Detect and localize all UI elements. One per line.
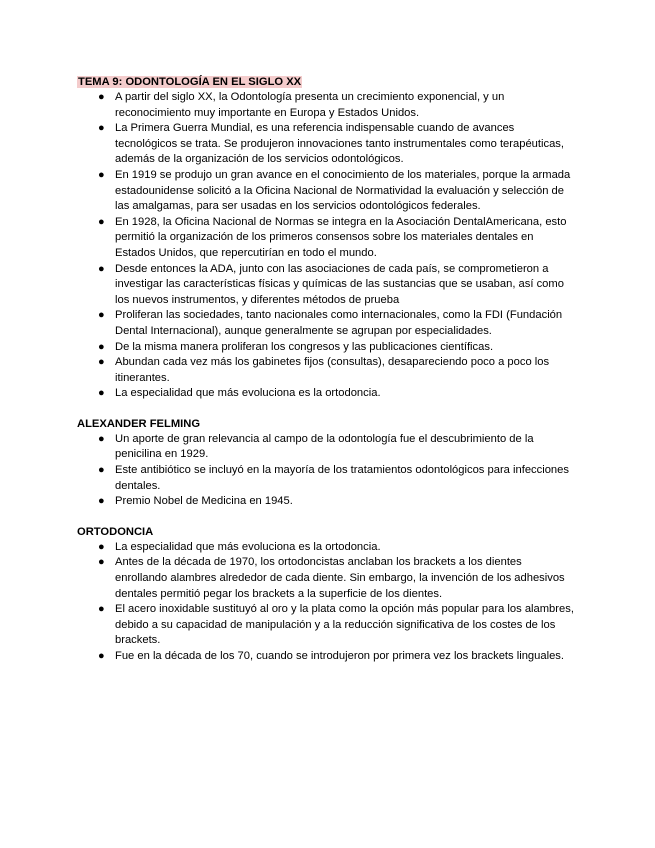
list-item-text: Un aporte de gran relevancia al campo de la odontología fue el descubrimiento de la penicilina en 1929. — [115, 432, 534, 461]
bullet-icon: ● — [98, 556, 105, 569]
list-item-text: Fue en la década de los 70, cuando se introdujeron por primera vez los brackets linguales. — [115, 650, 565, 662]
section-heading: ORTODONCIA — [77, 525, 154, 538]
bullet-icon: ● — [98, 309, 105, 322]
list-item-text: Abundan cada vez más los gabinetes fijos (consultas), desapareciendo poco a poco los itinerantes. — [115, 356, 550, 384]
bullet-list — [77, 432, 577, 510]
bullet-icon: ● — [98, 91, 105, 103]
list-item-text: La especialidad que más evoluciona es la ortodoncia. — [115, 540, 381, 553]
bullet-icon: ● — [98, 432, 105, 445]
list-item-text: Desde entonces la ADA, junto con las asociaciones de cada país, se comprometieron a investigar las características físicas y químicas de las sustancias que se usaban, así como los nuevos instrumentos, y diferentes métodos de prueba — [115, 262, 564, 306]
list-item-text: La especialidad que más evoluciona es la ortodoncia. — [115, 387, 381, 400]
bullet-icon: ● — [98, 603, 105, 616]
list-item-text: El acero inoxidable sustituyó al oro y la plata como la opción más popular para los alambres, debido a su capacidad de manipulación y a la reducción significativa de los costes de los brackets. — [115, 603, 574, 647]
section-tema-9 — [77, 74, 577, 402]
list-item — [77, 121, 577, 168]
list-item-text: En 1919 se produjo un gran avance en el conocimiento de los materiales, porque la armada estadounidense solicitó a la Oficina Nacional de Normatividad la evaluación y selección de las amalgamas, para ser usadas en los servicios odontológicos federales. — [115, 168, 571, 213]
bullet-icon: ● — [98, 540, 105, 553]
list-item-text: A partir del siglo XX, la Odontología presenta un crecimiento exponencial, y un reconocimiento muy importante en Europa y Estados Unidos. — [115, 91, 505, 119]
list-item-text: De la misma manera proliferan los congresos y las publicaciones científicas. — [115, 340, 494, 353]
list-item — [77, 168, 577, 215]
bullet-icon: ● — [98, 356, 105, 369]
list-item — [77, 340, 577, 356]
section-heading — [77, 74, 577, 90]
list-item — [77, 463, 577, 494]
list-item-text: En 1928, la Oficina Nacional de Normas se integra en la Asociación DentalAmericana, esto permitió la organización de los primeros consensos sobre los materiales dentales en Estados Unidos, que repercutirían en todo el mundo. — [115, 215, 567, 259]
section-heading: ALEXANDER FELMING — [77, 417, 201, 430]
bullet-icon: ● — [98, 387, 105, 400]
list-item-text: Este antibiótico se incluyó en la mayoría de los tratamientos odontológicos para infecciones dentales. — [115, 464, 569, 492]
section-alexander-felming — [77, 416, 577, 510]
list-item-text: Premio Nobel de Medicina en 1945. — [115, 495, 293, 508]
list-item — [77, 386, 577, 402]
bullet-icon: ● — [98, 340, 105, 353]
list-item — [77, 494, 577, 510]
list-item — [77, 540, 577, 556]
bullet-icon: ● — [98, 168, 105, 181]
bullet-icon: ● — [98, 122, 105, 135]
list-item — [77, 432, 577, 463]
list-item — [77, 649, 577, 665]
list-item — [77, 308, 577, 339]
list-item-text: Proliferan las sociedades, tanto nacionales como internacionales, como la FDI (Fundación Dental Internacional), aunque generalmente se agrupan por especialidades. — [115, 309, 563, 337]
document-page — [77, 74, 577, 665]
list-item-text: Antes de la década de 1970, los ortodoncistas anclaban los brackets a los dientes enrollando alambres alrededor de cada diente. Sin embargo, la invención de los adhesivos dentales permitió pegar los brackets a la superficie de los dientes. — [115, 556, 565, 600]
bullet-icon: ● — [98, 215, 105, 228]
bullet-list — [77, 90, 577, 402]
list-item — [77, 602, 577, 649]
bullet-icon: ● — [98, 262, 105, 275]
list-item — [77, 262, 577, 309]
highlighted-title: TEMA 9: ODONTOLOGÍA EN EL SIGLO XX — [78, 76, 302, 88]
list-item — [77, 555, 577, 602]
list-item — [77, 90, 577, 121]
list-item — [77, 355, 577, 386]
bullet-icon: ● — [98, 650, 105, 662]
bullet-icon: ● — [98, 464, 105, 477]
bullet-list — [77, 540, 577, 665]
list-item — [77, 215, 577, 262]
list-item-text: La Primera Guerra Mundial, es una referencia indispensable cuando de avances tecnológicos se trata. Se produjeron innovaciones tanto instrumentales como terapéuticas, además de la organización de los servicios odontológicos. — [115, 122, 565, 166]
section-ortodoncia — [77, 524, 577, 665]
bullet-icon: ● — [98, 495, 105, 508]
